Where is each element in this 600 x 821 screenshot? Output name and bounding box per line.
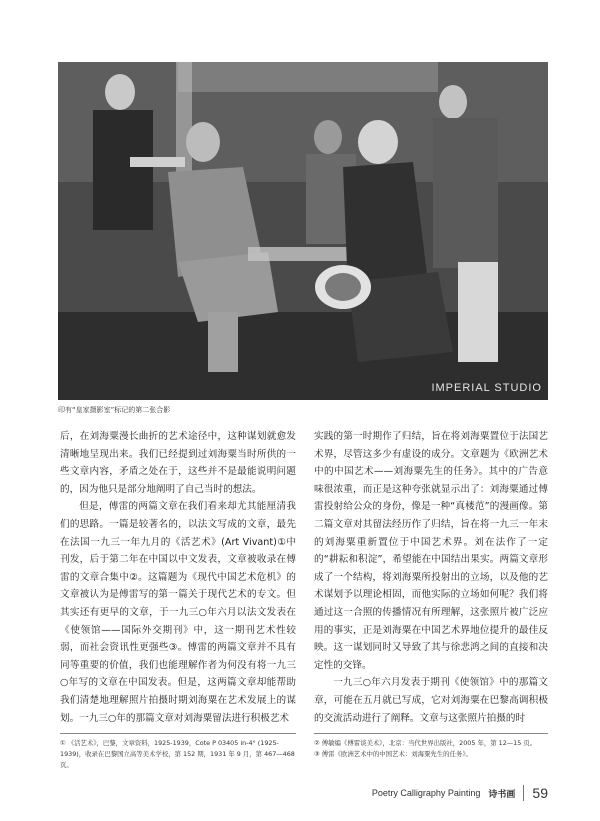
body-column-left bbox=[60, 428, 296, 727]
paragraph: 后，在刘海粟漫长曲折的艺术途径中，这种谋划就愈发清晰地呈现出来。我们已经提到过刘海粟当时所供的一些文章内容，矛盾之处在于，这些并不是最能说明问题的，因为他只是部分地阐明了自己当时的想法。 bbox=[60, 431, 296, 495]
footer-separator bbox=[523, 785, 524, 801]
page-number: 59 bbox=[532, 785, 548, 801]
magazine-name-english: Poetry Calligraphy Painting bbox=[371, 788, 481, 798]
studio-watermark: IMPERIAL STUDIO bbox=[431, 382, 542, 394]
magazine-name-chinese: 诗书画 bbox=[488, 789, 516, 800]
body-column-right bbox=[314, 428, 548, 727]
photo-caption: 印有“皇家摄影室”标记的第二张合影 bbox=[58, 406, 171, 414]
page-footer bbox=[360, 783, 548, 803]
footnote: ① 《活艺术》，巴黎，文章资料，1925-1939，Cote P 03405 in-4° (1925-1939)，收录在巴黎国立高等美术学校，第 152 期，1931 年 9 月，第 467—468 页。 bbox=[60, 739, 295, 769]
paragraph: 实践的第一时期作了归结，旨在将刘海粟置位于法国艺术界，尽管这多少有虚设的成分。文章题为《欧洲艺术中的中国艺术——刘海粟先生的任务》。其中的广告意味很浓重，而正是这种夸张就显示出了：刘海粟通过傅雷投射给公众的身份，像是一种“真楼范”的漫画像。第二篇文章对其留法经历作了归结，旨在将一九三一年末的刘海粟重新置位于中国艺术界。刘在法作了一定的“耕耘和积淀”，希望能在中国结出果实。两篇文章形成了一个结构，将刘海粟所投射出的立场，以及他的艺术谋划予以理论相固，而他实际的立场如何呢？我们将通过这一合照的传播情况有所理解，这张照片被广泛应用的事实，正是刘海粟在中国艺术界地位提升的最佳反映。这一谋划同时又导致了其与徐悲鸿之间的直接和决定性的交锋。 bbox=[314, 431, 548, 671]
footnote-divider bbox=[314, 733, 548, 734]
footnote: ② 傅敏编《傅雷谈美术》，北京：当代世界出版社，2005 年，第 12—15 页。 bbox=[314, 739, 537, 747]
footnote-divider bbox=[60, 733, 296, 734]
historical-group-photo bbox=[58, 62, 548, 400]
footnote: ③ 傅雷《欧洲艺术中的中国艺术：刘海粟先生的任务》。 bbox=[314, 750, 472, 758]
paragraph: 但是，傅雷的两篇文章在我们看来却尤其能厘清我们的思路。一篇是较著名的，以法文写成的文章，最先在法国一九三一年九月的《活艺术》(Art Vivant)①中刊发，后于第二年在中国以中文发表，文章被收录在傅雷的文章合集中②。这篇题为《现代中国艺术危机》的文章被认为是傅雷写的第一篇关于现代艺术的专文。但其实还有更早的文章，于一九三○年六月以法文发表在《使领馆——国际外交期刊》中，这一期刊艺术性较弱，而社会资讯性更强些③。傅雷的两篇文章并不具有同等重要的价值，我们也能理解作者为何没有将一九三○年写的文章在中国发表。但是，这两篇文章却能帮助我们清楚地理解照片拍摄时期刘海粟在艺术发展上的谋划。一九三○年的那篇文章对刘海粟留法进行积极艺术 bbox=[60, 501, 296, 724]
paragraph: 一九三○年六月发表于期刊《使领馆》中的那篇文章，可能在五月就已写成，它对刘海粟在巴黎高调积极的交流活动进行了阐释。文章与这张照片拍摄的时 bbox=[314, 677, 548, 724]
photo-illustration bbox=[58, 62, 548, 400]
footnotes-right bbox=[314, 738, 548, 760]
footnotes-left bbox=[60, 738, 296, 771]
